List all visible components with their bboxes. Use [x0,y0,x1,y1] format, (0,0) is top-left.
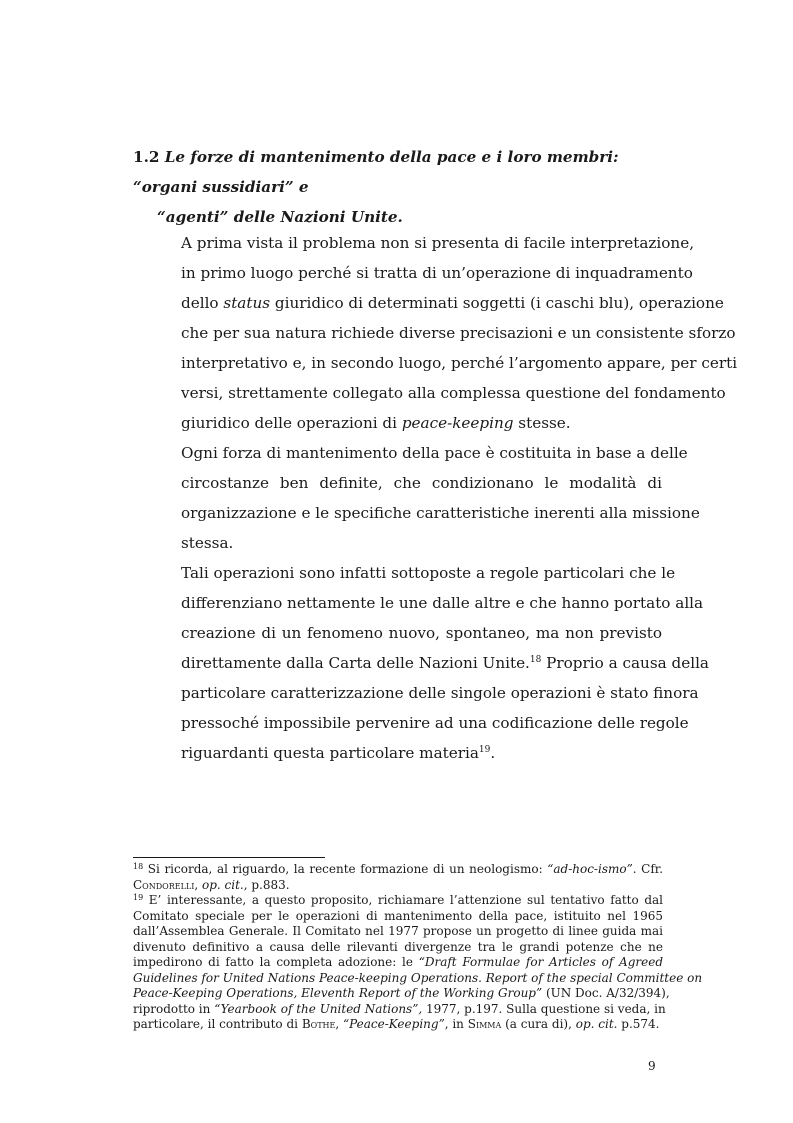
term-peace-keeping: peace-keeping [401,414,514,432]
footnote-line: $^{18}$ Si ricorda, al riguardo, la recente formazione di un neologismo: “ad-hoc-ismo”. Cfr. [133,862,664,876]
text-line: direttamente dalla Carta delle Nazioni Unite.$^{18}$ Proprio a causa della [181,654,709,672]
footnote-line: $^{19}$ E’ interessante, a questo proposito, richiamare l’attenzione sul tentativo fatto dal [133,893,663,907]
footnote-line: Condorelli, op. cit., p.883. [133,877,290,892]
footnote-18 [133,862,663,893]
footnotes [133,862,703,1033]
text-line: Ogni forza di mantenimento della pace è costituita in base a delle [181,444,688,462]
text-line: stessa. [181,534,234,552]
text-line: creazione di un fenomeno nuovo, spontaneo, ma non previsto [181,624,662,642]
footnote-line: riprodotto in “Yearbook of the United Nations”, 1977, p.197. Sulla questione si veda, in [133,1001,666,1016]
text-line: particolare caratterizzazione delle singole operazioni è stato finora [181,684,699,702]
footnote-line: Peace-Keeping Operations, Eleventh Report of the Working Group” (UN Doc. A/32/394), [133,986,670,1000]
author-name: Bothe [301,1017,336,1031]
footnote-line: divenuto definitivo a causa delle rilevanti divergenze tra le grandi potenze che ne [133,939,663,954]
body-text [157,228,738,768]
footnote-ref-19[interactable]: 19 [478,745,491,755]
text-line: che per sua natura richiede diverse precisazioni e un consistente sforzo [181,324,736,342]
term-status: status [223,294,271,312]
footnote-line: dall’Assemblea Generale. Il Comitato nel 1977 propose un progetto di linee guida mai [133,924,663,938]
footnote-line: impedirono di fatto la completa adozione: le “Draft Formulae for Articles of Agreed [133,955,664,969]
text-line: dello status giuridico di determinati soggetti (i caschi blu), operazione [181,294,724,312]
text-line: interpretativo e, in secondo luogo, perché l’argomento appare, per certi [181,354,738,372]
footnote-mark: 19 [133,893,144,902]
paragraph-2 [157,438,700,558]
footnote-19 [133,893,703,1033]
footnote-mark: 18 [133,862,144,871]
footnote-line: Guidelines for United Nations Peace-keeping Operations. Report of the special Committee on [133,970,703,985]
text-line: riguardanti questa particolare materia$^{19}$. [181,744,496,762]
section-title-line-1: Le forze di mantenimento della pace e i loro membri: “organi sussidiari” e [133,148,619,196]
text-line: versi, strettamente collegato alla complessa questione del fondamento [181,384,726,402]
footnote-divider [133,857,325,858]
section-heading [133,142,663,232]
text-line: differenziano nettamente le une dalle altre e che hanno portato alla [181,594,704,612]
text-line: pressoché impossibile pervenire ad una codificazione delle regole [181,714,689,732]
section-title-line-2: “agenti” delle Nazioni Unite. [157,208,403,226]
footnote-line: Comitato speciale per le operazioni di mantenimento della pace, istituito nel 1965 [133,908,663,923]
footnote-ref-18[interactable]: 18 [529,655,542,665]
page-number: 9 [648,1059,656,1073]
text-line: A prima vista il problema non si presenta di facile interpretazione, [181,234,695,252]
editor-name: Simma [467,1017,502,1031]
section-number: 1.2 [133,148,160,166]
author-name: Condorelli [133,877,195,892]
text-line: circostanze ben definite, che condizionano le modalità di [181,474,662,492]
paragraph-1 [157,228,738,438]
text-line: organizzazione e le specifiche caratteristiche inerenti alla missione [181,504,700,522]
paragraph-3 [157,558,709,768]
footnote-line: particolare, il contributo di Bothe, “Peace-Keeping”, in Simma (a cura di), op. cit. p.574. [133,1017,660,1031]
text-line: in primo luogo perché si tratta di un’operazione di inquadramento [181,264,693,282]
text-line: Tali operazioni sono infatti sottoposte a regole particolari che le [181,564,676,582]
text-line: giuridico delle operazioni di peace-keeping stesse. [181,414,571,432]
